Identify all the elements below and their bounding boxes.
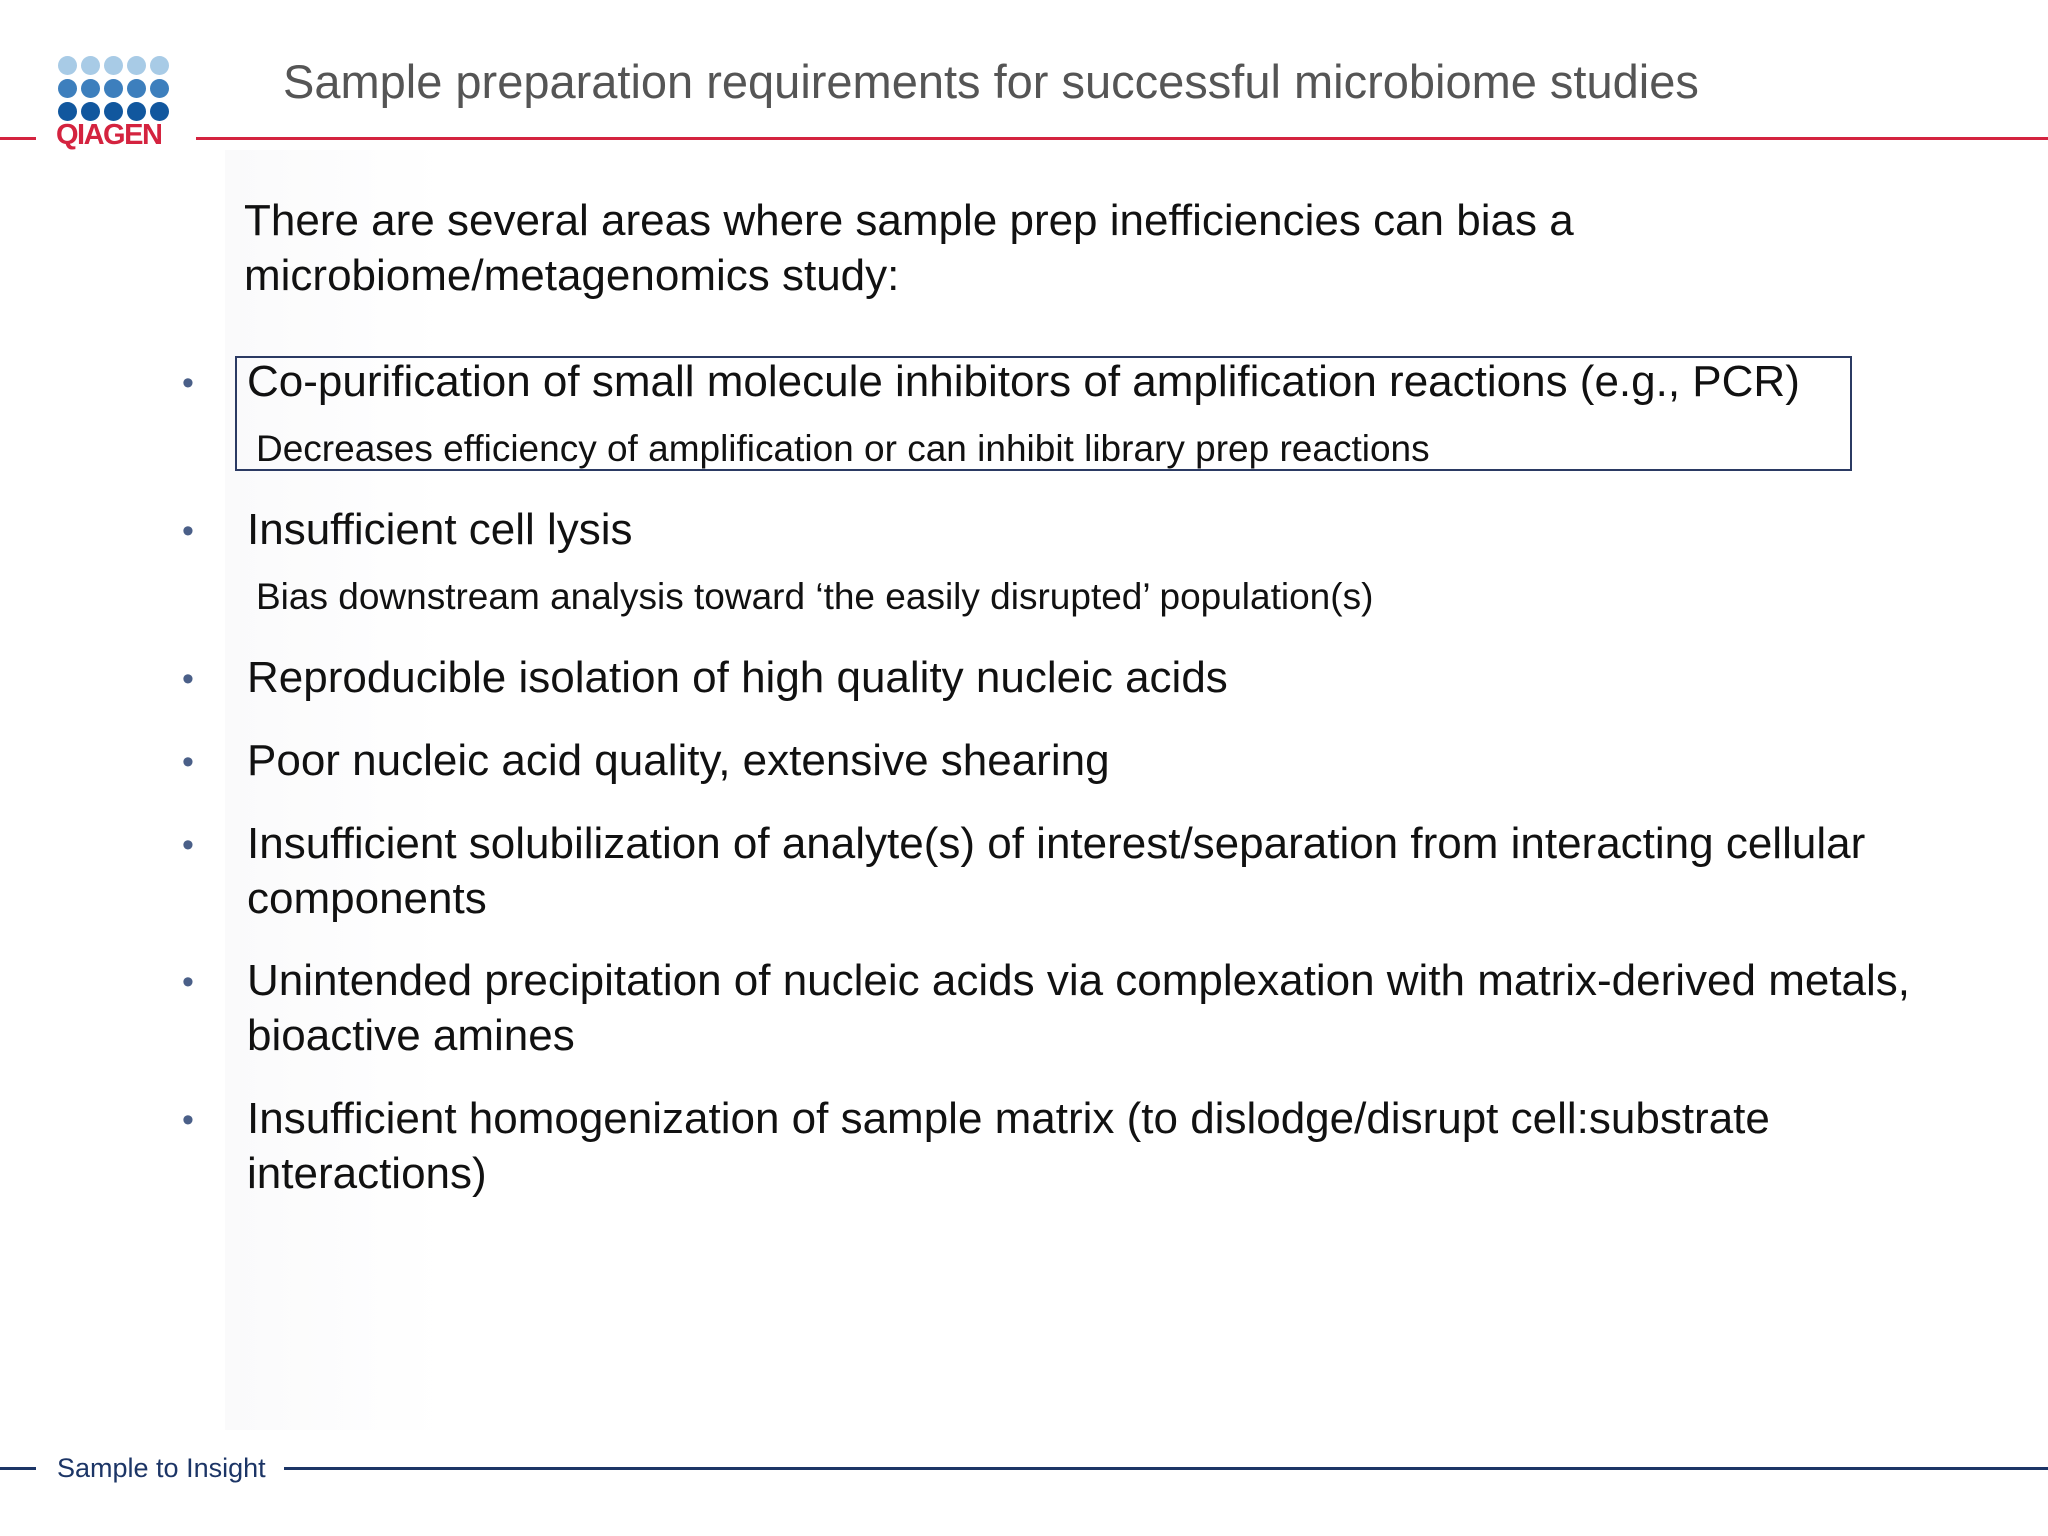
footer-rule [284, 1467, 2048, 1470]
bullet-icon: • [182, 364, 194, 402]
list-item-7: Insufficient homogenization of sample matrix (to dislodge/disrupt cell:substrate interactions) [247, 1094, 1770, 1198]
list-item-6: Unintended precipitation of nucleic acids via complexation with matrix-derived metals, bioactive amines [247, 956, 1911, 1060]
intro-text: There are several areas where sample prep inefficiencies can bias a microbiome/metagenomics study: [244, 196, 1574, 300]
list-item-1-detail: Decreases efficiency of amplification or can inhibit library prep reactions [256, 428, 1430, 469]
list-item-4: Poor nucleic acid quality, extensive shearing [247, 736, 1110, 785]
logo-wordmark: QIAGEN [56, 119, 162, 151]
footer-rule-left [0, 1467, 36, 1470]
list-item-5: Insufficient solubilization of analyte(s) of interest/separation from interacting cellular components [247, 819, 1866, 923]
bullet-icon: • [182, 512, 194, 550]
header-rule [196, 137, 2048, 140]
list-item-1: Co-purification of small molecule inhibitors of amplification reactions (e.g., PCR) [247, 357, 1800, 406]
list-item-2-detail: Bias downstream analysis toward ‘the easily disrupted’ population(s) [256, 576, 1374, 617]
slide-title: Sample preparation requirements for successful microbiome studies [283, 55, 1699, 108]
logo-dot-grid-icon [58, 56, 180, 121]
bullet-icon: • [182, 743, 194, 781]
bullet-icon: • [182, 826, 194, 864]
header-rule-left [0, 137, 36, 140]
bullet-icon: • [182, 660, 194, 698]
list-item-2: Insufficient cell lysis [247, 505, 633, 554]
footer-tagline: Sample to Insight [57, 1453, 266, 1483]
bullet-icon: • [182, 963, 194, 1001]
content-background [225, 150, 2048, 1430]
qiagen-logo [56, 56, 180, 156]
bullet-icon: • [182, 1101, 194, 1139]
list-item-3: Reproducible isolation of high quality nucleic acids [247, 653, 1228, 702]
